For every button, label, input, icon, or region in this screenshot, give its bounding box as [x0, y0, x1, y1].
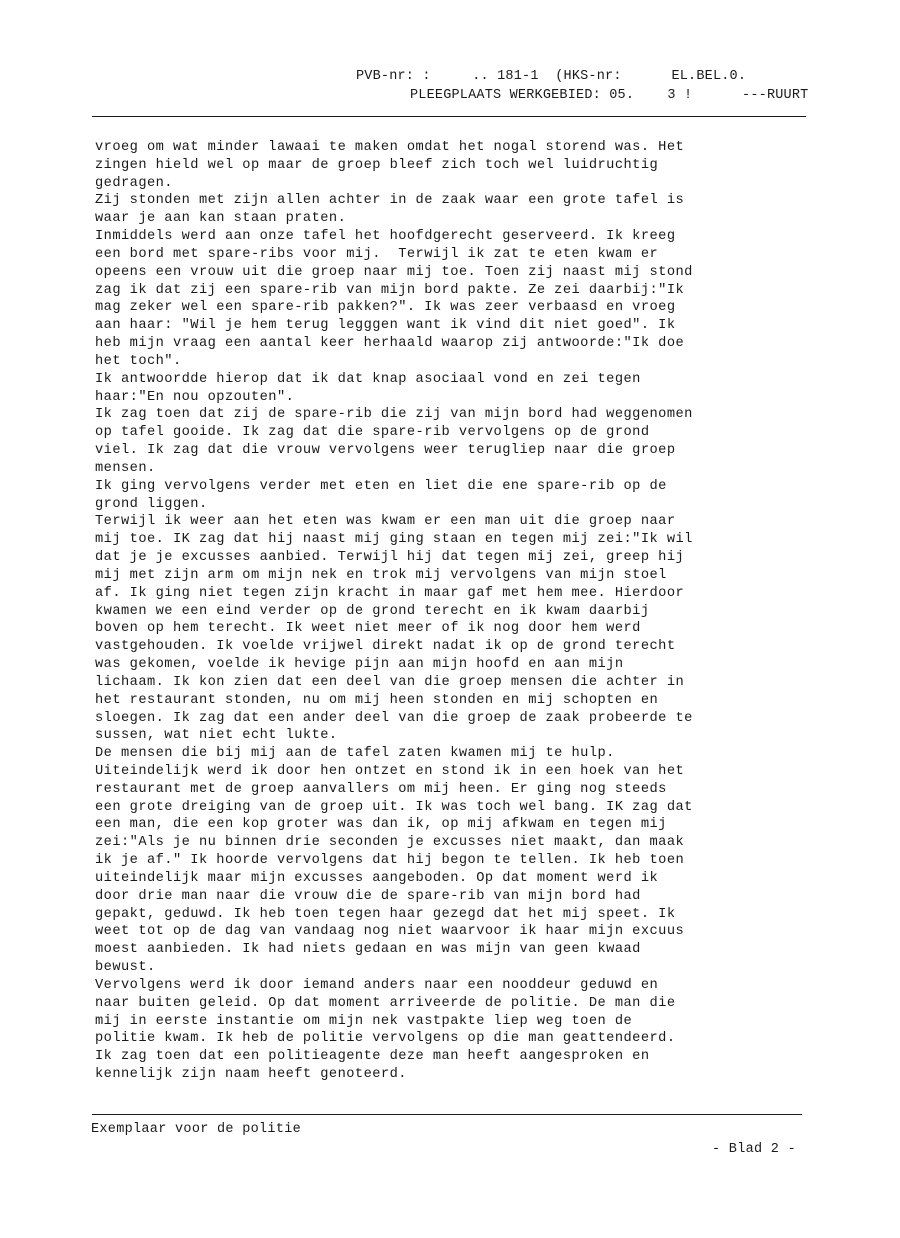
statement-line: kwamen we een eind verder op de grond terecht en ik kwam daarbij — [95, 603, 650, 619]
statement-line: Ik zag toen dat zij de spare-rib die zij van mijn bord had weggenomen — [95, 407, 693, 423]
statement-line: mij in eerste instantie om mijn nek vastpakte liep weg toen de — [95, 1013, 633, 1029]
statement-line: mensen. — [95, 460, 156, 476]
statement-line: Vervolgens werd ik door iemand anders naar een nooddeur geduwd en — [95, 977, 659, 993]
statement-line: Ik zag toen dat een politieagente deze man heeft aangesproken en — [95, 1049, 650, 1065]
statement-line: het restaurant stonden, nu om mij heen stonden en mij schopten en — [95, 692, 659, 708]
statement-line: mag zeker wel een spare-rib pakken?". Ik was zeer verbaasd en vroeg — [95, 300, 676, 316]
statement-line: zag ik dat zij een spare-rib van mijn bord pakte. Ze zei daarbij:"Ik — [95, 282, 685, 298]
header-case-numbers: PVB-nr: : .. 181-1 (HKS-nr: EL.BEL.0. — [356, 69, 747, 84]
statement-line: Zij stonden met zijn allen achter in de zaak waar een grote tafel is — [95, 193, 685, 209]
statement-line: politie kwam. Ik heb de politie vervolgens op die man geattendeerd. — [95, 1031, 676, 1047]
statement-line: sloegen. Ik zag dat een ander deel van die groep de zaak probeerde te — [95, 710, 693, 726]
statement-line: opeens een vrouw uit die groep naar mij toe. Toen zij naast mij stond — [95, 264, 693, 280]
statement-line: Ik antwoordde hierop dat ik dat knap asociaal vond en zei tegen — [95, 371, 641, 387]
statement-line: het toch". — [95, 353, 182, 369]
statement-line: bewust. — [95, 960, 156, 976]
statement-line: een bord met spare-ribs voor mij. Terwijl ik zat te eten kwam er — [95, 246, 659, 262]
statement-line: was gekomen, voelde ik hevige pijn aan mijn hoofd en aan mijn — [95, 657, 624, 673]
statement-line: Terwijl ik weer aan het eten was kwam er een man uit die groep naar — [95, 514, 676, 530]
statement-line: haar:"En nou opzouten". — [95, 389, 295, 405]
statement-line: grond liggen. — [95, 496, 208, 512]
statement-line: Uiteindelijk werd ik door hen ontzet en stond ik in een hoek van het — [95, 763, 685, 779]
statement-line: boven op hem terecht. Ik weet niet meer of ik nog door hem werd — [95, 621, 641, 637]
header-divider — [92, 116, 806, 117]
footer-divider — [92, 1114, 802, 1115]
statement-line: weet tot op de dag van vandaag nog niet waarvoor ik haar mijn excuus — [95, 924, 685, 940]
statement-line: kennelijk zijn naam heeft genoteerd. — [95, 1067, 407, 1083]
statement-line: waar je aan kan staan praten. — [95, 211, 347, 227]
statement-line: moest aanbieden. Ik had niets gedaan en was mijn van geen kwaad — [95, 942, 641, 958]
statement-line: door drie man naar die vrouw die de spare-rib van mijn bord had — [95, 888, 641, 904]
statement-line: ik je af." Ik hoorde vervolgens dat hij begon te tellen. Ik heb toen — [95, 853, 685, 869]
statement-body — [95, 139, 815, 1084]
statement-line: naar buiten geleid. Op dat moment arriveerde de politie. De man die — [95, 995, 676, 1011]
statement-line: De mensen die bij mij aan de tafel zaten kwamen mij te hulp. — [95, 746, 615, 762]
statement-line: Ik ging vervolgens verder met eten en liet die ene spare-rib op de — [95, 478, 667, 494]
statement-line: mij toe. IK zag dat hij naast mij ging staan en tegen mij zei:"Ik wil — [95, 532, 693, 548]
statement-line: vastgehouden. Ik voelde vrijwel direkt nadat ik op de grond terecht — [95, 639, 676, 655]
statement-line: uiteindelijk maar mijn excusses aangeboden. Op dat moment werd ik — [95, 870, 659, 886]
statement-line: af. Ik ging niet tegen zijn kracht in maar gaf met hem mee. Hierdoor — [95, 585, 685, 601]
statement-line: vroeg om wat minder lawaai te maken omdat het nogal storend was. Het — [95, 140, 685, 155]
statement-line: zei:"Als je nu binnen drie seconden je excusses niet maakt, dan maak — [95, 835, 685, 851]
statement-line: een man, die een kop groter was dan ik, op mij afkwam en tegen mij — [95, 817, 667, 833]
footer-copy-label: Exemplaar voor de politie — [91, 1122, 302, 1137]
statement-line: restaurant met de groep aanvallers om mij heen. Er ging nog steeds — [95, 781, 667, 797]
statement-line: sussen, wat niet echt lukte. — [95, 728, 338, 744]
statement-line: gepakt, geduwd. Ik heb toen tegen haar gezegd dat het mij speet. Ik — [95, 906, 676, 922]
statement-line: op tafel gooide. Ik zag dat die spare-rib vervolgens op de grond — [95, 425, 650, 441]
statement-line: gedragen. — [95, 175, 173, 191]
statement-line: Inmiddels werd aan onze tafel het hoofdgerecht geserveerd. Ik kreeg — [95, 229, 676, 245]
statement-line: heb mijn vraag een aantal keer herhaald waarop zij antwoorde:"Ik doe — [95, 336, 685, 352]
statement-line: aan haar: "Wil je hem terug legggen want ik vind dit niet goed". Ik — [95, 318, 676, 334]
statement-line: lichaam. Ik kon zien dat een deel van die groep mensen die achter in — [95, 674, 685, 690]
statement-line: zingen hield wel op maar de groep bleef zich toch wel luidruchtig — [95, 157, 659, 173]
header-crime-location: PLEEGPLAATS WERKGEBIED: 05. 3 ! ---RUURT — [410, 88, 809, 103]
page-number: - Blad 2 - — [712, 1142, 797, 1157]
statement-line: mij met zijn arm om mijn nek en trok mij vervolgens van mijn stoel — [95, 567, 667, 583]
statement-line: dat je je excusses aanbied. Terwijl hij dat tegen mij zei, greep hij — [95, 550, 685, 566]
statement-line: viel. Ik zag dat die vrouw vervolgens weer terugliep naar die groep — [95, 443, 676, 459]
statement-line: een grote dreiging van de groep uit. Ik was toch wel bang. IK zag dat — [95, 799, 693, 815]
